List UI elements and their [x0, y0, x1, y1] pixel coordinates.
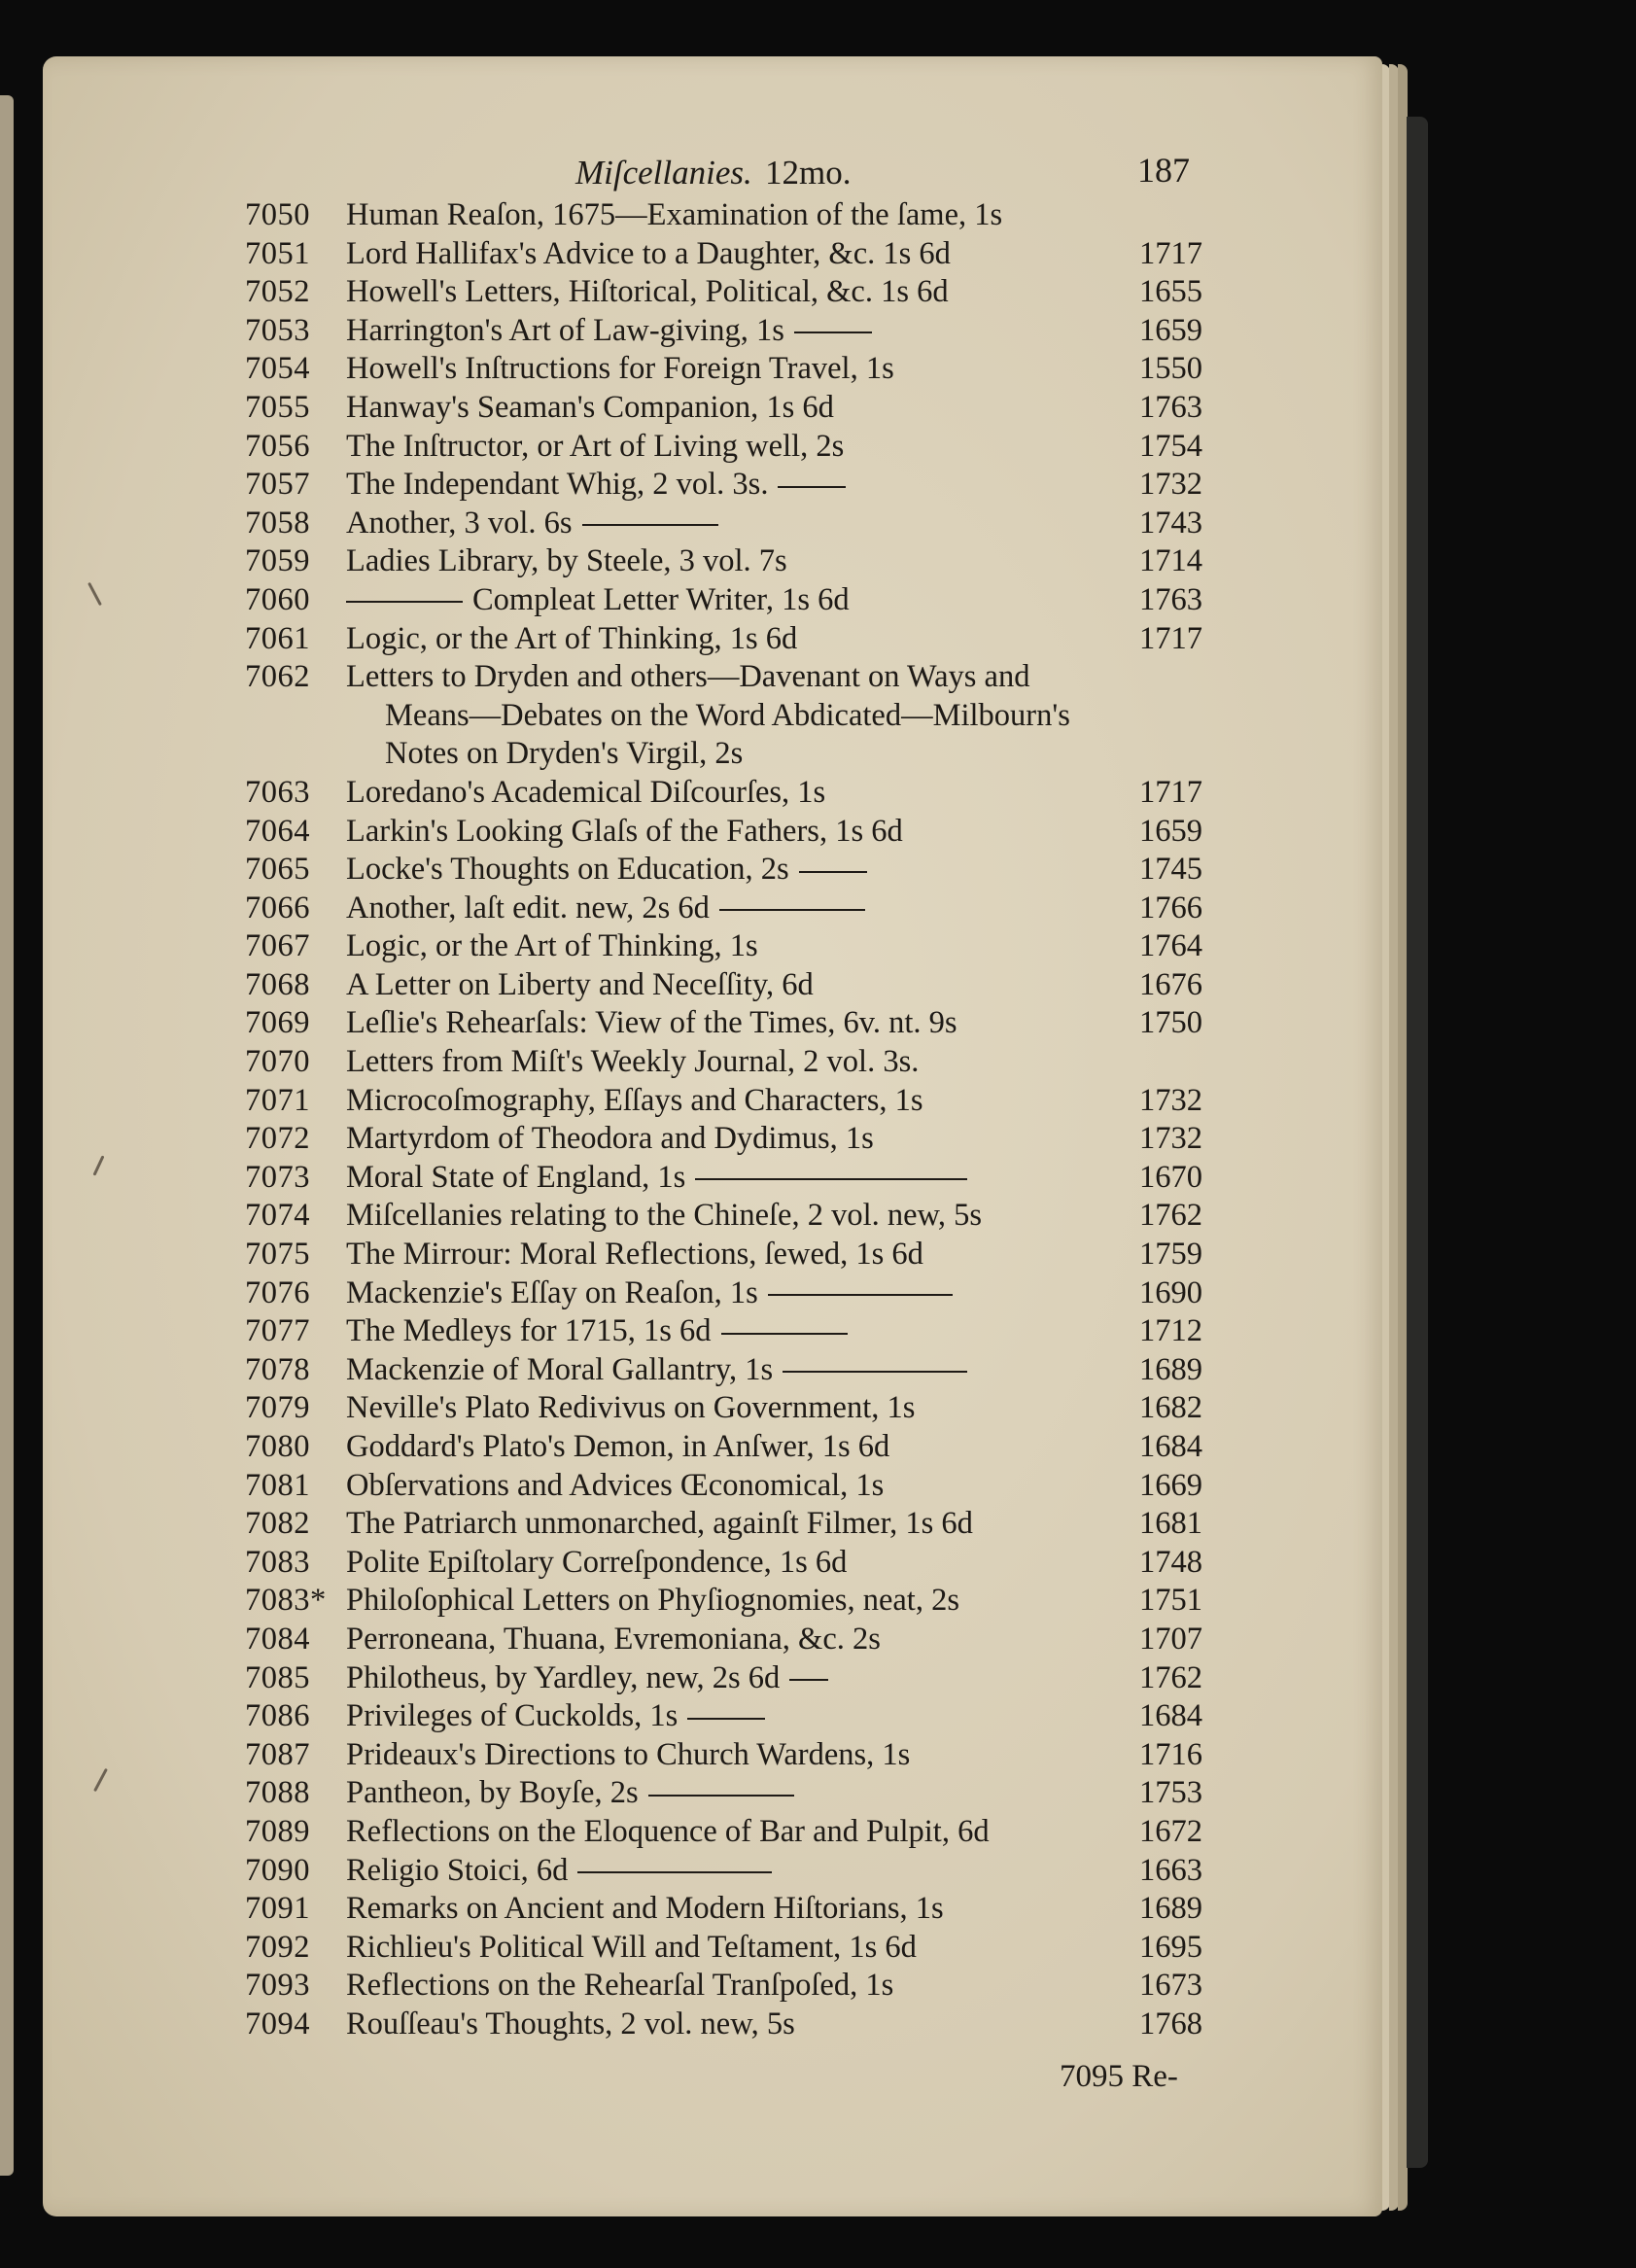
- entry-text: Reflections on the Eloquence of Bar and Pulpit, 6d: [346, 1813, 990, 1849]
- entry-number: 7069: [245, 1005, 310, 1041]
- leader-dash: [778, 486, 846, 488]
- catalogue-entry: [245, 1852, 1217, 1891]
- catalogue-entry: [245, 1890, 1217, 1929]
- catalogue-entry: [245, 697, 1217, 736]
- entry-title: [346, 1467, 1139, 1506]
- entry-year: 1676: [1139, 966, 1202, 1002]
- entry-title: [346, 1082, 1139, 1121]
- entry-text: Another, 3 vol. 6s: [346, 505, 573, 541]
- entry-number: 7061: [245, 620, 310, 656]
- entry-title: [346, 1505, 1139, 1544]
- entry-text: Pantheon, by Boyſe, 2s: [346, 1775, 639, 1811]
- entry-text: Notes on Dryden's Virgil, 2s: [385, 736, 744, 772]
- entry-title: [346, 851, 1139, 890]
- entry-year: 1669: [1139, 1467, 1202, 1503]
- entry-year: 1659: [1139, 813, 1202, 849]
- entry-text: Miſcellanies relating to the Chineſe, 2 vol. new, 5s: [346, 1198, 983, 1234]
- entry-text: The Medleys for 1715, 1s 6d: [346, 1313, 712, 1349]
- entry-year: 1672: [1139, 1813, 1202, 1849]
- entry-text: Howell's Letters, Hiſtorical, Political, &c. 1s 6d: [346, 274, 949, 310]
- entry-text: Logic, or the Art of Thinking, 1s 6d: [346, 620, 798, 656]
- catalogue-entry: [245, 735, 1217, 774]
- entry-number: 7086: [245, 1698, 310, 1734]
- entry-number: 7057: [245, 467, 310, 503]
- entry-title: [346, 1544, 1139, 1583]
- catalogue-entry: [245, 1274, 1217, 1313]
- catchword: 7095 Re-: [1060, 2059, 1178, 2094]
- leader-dash: [783, 1371, 967, 1373]
- catalogue-entry: [245, 1120, 1217, 1159]
- catalogue-entry: [245, 1774, 1217, 1813]
- catalogue-entry: [245, 927, 1217, 966]
- entry-title: [346, 428, 1139, 467]
- entry-number: 7051: [245, 235, 310, 271]
- entry-year: 1766: [1139, 890, 1202, 925]
- entry-text: The Inſtructor, or Art of Living well, 2s: [346, 428, 845, 464]
- entry-year: 1689: [1139, 1351, 1202, 1387]
- catalogue-entry: [245, 890, 1217, 928]
- entry-text: Microcoſmography, Eſſays and Characters, 1s: [346, 1082, 923, 1118]
- entry-title: [346, 389, 1139, 428]
- entry-title: [346, 1004, 1139, 1043]
- entry-number: 7083*: [245, 1583, 327, 1619]
- entry-title: [346, 1043, 1139, 1082]
- entry-text: Loredano's Academical Diſcourſes, 1s: [346, 774, 826, 810]
- catalogue-entry: [245, 658, 1217, 697]
- catalogue-entry: [245, 1505, 1217, 1544]
- entry-number: 7083: [245, 1544, 310, 1580]
- entry-title: [346, 1967, 1139, 2006]
- entry-year: 1764: [1139, 928, 1202, 964]
- entry-title: [346, 542, 1139, 581]
- entry-text: Compleat Letter Writer, 1s 6d: [472, 581, 850, 617]
- entry-number: 7055: [245, 389, 310, 425]
- entry-number: 7066: [245, 890, 310, 925]
- entry-number: 7089: [245, 1813, 310, 1849]
- entry-number: 7081: [245, 1467, 310, 1503]
- leader-dash: [687, 1718, 765, 1720]
- entry-title: [346, 581, 1139, 620]
- entry-number: 7050: [245, 197, 310, 232]
- entry-text: Religio Stoici, 6d: [346, 1852, 569, 1888]
- entry-title: [346, 890, 1139, 928]
- entry-text: Ladies Library, by Steele, 3 vol. 7s: [346, 543, 787, 579]
- format-label: 12mo.: [765, 154, 852, 192]
- catalogue-entry: [245, 273, 1217, 312]
- catalogue-entry: [245, 851, 1217, 890]
- entry-number: 7076: [245, 1274, 310, 1310]
- ink-mark: [93, 1768, 108, 1792]
- entry-number: 7088: [245, 1775, 310, 1811]
- catalogue-entry: [245, 1351, 1217, 1390]
- entry-number: 7091: [245, 1891, 310, 1927]
- entry-title: [346, 196, 1139, 235]
- entry-number: 7070: [245, 1044, 310, 1080]
- entry-title: [346, 1813, 1139, 1852]
- leader-dash: [799, 871, 867, 873]
- catalogue-entry: [245, 2006, 1217, 2044]
- catalogue-entry: [245, 350, 1217, 389]
- entry-text: The Patriarch unmonarched, againſt Filmer, 1s 6d: [346, 1506, 973, 1542]
- entry-year: 1716: [1139, 1736, 1202, 1772]
- catalogue-entry: [245, 1813, 1217, 1852]
- entry-year: 1732: [1139, 1082, 1202, 1118]
- entry-text: Neville's Plato Redivivus on Government, 1s: [346, 1390, 916, 1426]
- entry-year: 1732: [1139, 467, 1202, 503]
- entry-title: [346, 658, 1139, 697]
- catalogue-entry: [245, 1043, 1217, 1082]
- page-content: [245, 146, 1217, 2044]
- catalogue-entry: [245, 466, 1217, 505]
- entry-year: 1714: [1139, 543, 1202, 579]
- catalogue-entry: [245, 1467, 1217, 1506]
- entry-year: 1681: [1139, 1506, 1202, 1542]
- entry-number: 7077: [245, 1313, 310, 1349]
- entry-title: [346, 1274, 1139, 1313]
- entry-number: 7075: [245, 1237, 310, 1273]
- catalogue-list: [245, 196, 1217, 2044]
- entry-title: [346, 1890, 1139, 1929]
- leader-dash: [768, 1294, 953, 1296]
- catalogue-entry: [245, 1197, 1217, 1236]
- book-cover-edge: [1407, 117, 1428, 2168]
- entry-text: Obſervations and Advices Œconomical, 1s: [346, 1467, 885, 1503]
- catalogue-entry: [245, 389, 1217, 428]
- entry-text: Lord Hallifax's Advice to a Daughter, &c. 1s 6d: [346, 235, 951, 271]
- entry-text: A Letter on Liberty and Neceſſity, 6d: [346, 966, 814, 1002]
- entry-number: 7092: [245, 1929, 310, 1965]
- entry-title: [346, 1312, 1139, 1351]
- entry-text: Logic, or the Art of Thinking, 1s: [346, 928, 758, 964]
- entry-number: 7073: [245, 1159, 310, 1195]
- catalogue-entry: [245, 1967, 1217, 2006]
- entry-text: Polite Epiſtolary Correſpondence, 1s 6d: [346, 1544, 848, 1580]
- running-head: [245, 146, 1217, 196]
- entry-number: 7085: [245, 1659, 310, 1695]
- entry-number: 7071: [245, 1082, 310, 1118]
- entry-text: Mackenzie's Eſſay on Reaſon, 1s: [346, 1274, 758, 1310]
- entry-title: [346, 1120, 1139, 1159]
- entry-number: 7080: [245, 1429, 310, 1464]
- entry-number: 7087: [245, 1736, 310, 1772]
- entry-text: Philoſophical Letters on Phyſiognomies, neat, 2s: [346, 1583, 959, 1619]
- entry-number: 7082: [245, 1506, 310, 1542]
- entry-number: 7067: [245, 928, 310, 964]
- catalogue-entry: [245, 235, 1217, 274]
- entry-title: [346, 1852, 1139, 1891]
- entry-number: 7074: [245, 1198, 310, 1234]
- catalogue-entry: [245, 196, 1217, 235]
- entry-text: Goddard's Plato's Demon, in Anſwer, 1s 6d: [346, 1429, 890, 1464]
- catalogue-entry: [245, 428, 1217, 467]
- entry-number: 7056: [245, 428, 310, 464]
- entry-title: [346, 1621, 1139, 1659]
- entry-number: 7093: [245, 1968, 310, 2004]
- entry-title: [346, 350, 1139, 389]
- entry-year: 1670: [1139, 1159, 1202, 1195]
- entry-year: 1762: [1139, 1659, 1202, 1695]
- entry-title: [346, 966, 1139, 1005]
- entry-title: [346, 1197, 1139, 1236]
- entry-number: 7053: [245, 312, 310, 348]
- entry-year: 1750: [1139, 1005, 1202, 1041]
- catalogue-entry: [245, 1544, 1217, 1583]
- entry-year: 1759: [1139, 1237, 1202, 1273]
- entry-year: 1745: [1139, 852, 1202, 888]
- entry-year: 1748: [1139, 1544, 1202, 1580]
- entry-number: 7063: [245, 774, 310, 810]
- entry-year: 1763: [1139, 581, 1202, 617]
- entry-year: 1550: [1139, 351, 1202, 387]
- catalogue-entry: [245, 1082, 1217, 1121]
- entry-year: 1663: [1139, 1852, 1202, 1888]
- entry-title: [346, 813, 1139, 852]
- entry-text: Locke's Thoughts on Education, 2s: [346, 852, 789, 888]
- catalogue-entry: [245, 813, 1217, 852]
- entry-number: 7064: [245, 813, 310, 849]
- entry-text: Leſlie's Rehearſals: View of the Times, 6v. nt. 9s: [346, 1005, 957, 1041]
- entry-text: Howell's Inſtructions for Foreign Travel, 1s: [346, 351, 894, 387]
- entry-number: 7090: [245, 1852, 310, 1888]
- entry-number: 7052: [245, 274, 310, 310]
- entry-year: 1763: [1139, 389, 1202, 425]
- entry-number: 7072: [245, 1121, 310, 1157]
- entry-title: [346, 1159, 1139, 1198]
- entry-number: 7058: [245, 505, 310, 541]
- entry-title: [346, 1736, 1139, 1775]
- catalogue-entry: [245, 1389, 1217, 1428]
- entry-text: Larkin's Looking Glaſs of the Fathers, 1s 6d: [346, 813, 903, 849]
- leader-dash: [794, 331, 872, 333]
- entry-number: 7094: [245, 2006, 310, 2041]
- entry-year: 1717: [1139, 235, 1202, 271]
- entry-title: [346, 505, 1139, 543]
- entry-title: [346, 774, 1139, 813]
- page-number: 187: [1137, 151, 1190, 190]
- entry-text: Privileges of Cuckolds, 1s: [346, 1698, 679, 1734]
- leader-dash: [648, 1795, 794, 1797]
- entry-year: 1690: [1139, 1274, 1202, 1310]
- catalogue-entry: [245, 581, 1217, 620]
- entry-year: 1743: [1139, 505, 1202, 541]
- entry-title: [346, 235, 1139, 274]
- entry-text: Letters to Dryden and others—Davenant on Ways and: [346, 659, 1030, 695]
- entry-text: Perroneana, Thuana, Evremoniana, &c. 2s: [346, 1621, 881, 1657]
- catalogue-entry: [245, 312, 1217, 351]
- leader-dash: [721, 1333, 848, 1335]
- entry-text: Rouſſeau's Thoughts, 2 vol. new, 5s: [346, 2006, 795, 2041]
- entry-year: 1768: [1139, 2006, 1202, 2041]
- entry-title: [346, 1774, 1139, 1813]
- entry-year: 1682: [1139, 1390, 1202, 1426]
- entry-number: 7065: [245, 852, 310, 888]
- leader-dash: [582, 524, 718, 526]
- leader-dash: [719, 909, 865, 911]
- entry-text: Moral State of England, 1s: [346, 1159, 686, 1195]
- entry-year: 1684: [1139, 1429, 1202, 1464]
- entry-text: Martyrdom of Theodora and Dydimus, 1s: [346, 1121, 874, 1157]
- entry-text: Letters from Miſt's Weekly Journal, 2 vol. 3s.: [346, 1044, 920, 1080]
- entry-title: [346, 1389, 1139, 1428]
- entry-text: The Independant Whig, 2 vol. 3s.: [346, 467, 769, 503]
- catalogue-entry: [245, 1312, 1217, 1351]
- catalogue-entry: [245, 542, 1217, 581]
- catalogue-entry: [245, 1582, 1217, 1621]
- entry-number: 7062: [245, 659, 310, 695]
- catalogue-entry: [245, 1236, 1217, 1274]
- entry-year: 1673: [1139, 1968, 1202, 2004]
- entry-year: 1659: [1139, 312, 1202, 348]
- leader-dash: [789, 1679, 828, 1681]
- catalogue-entry: [245, 1659, 1217, 1698]
- entry-title: [346, 273, 1139, 312]
- entry-year: 1655: [1139, 274, 1202, 310]
- entry-number: 7079: [245, 1390, 310, 1426]
- catalogue-entry: [245, 505, 1217, 543]
- entry-title: [346, 1929, 1139, 1968]
- entry-number: 7084: [245, 1621, 310, 1657]
- entry-text: Another, laſt edit. new, 2s 6d: [346, 890, 710, 925]
- entry-title: [346, 1697, 1139, 1736]
- entry-text: Harrington's Art of Law-giving, 1s: [346, 312, 784, 348]
- entry-title: [346, 466, 1139, 505]
- ink-mark: [87, 582, 102, 606]
- entry-title: [346, 1659, 1139, 1698]
- entry-year: 1707: [1139, 1621, 1202, 1657]
- catalogue-entry: [245, 1004, 1217, 1043]
- entry-year: 1762: [1139, 1198, 1202, 1234]
- ink-mark: [92, 1155, 104, 1175]
- entry-number: 7078: [245, 1351, 310, 1387]
- entry-year: 1689: [1139, 1891, 1202, 1927]
- entry-year: 1751: [1139, 1583, 1202, 1619]
- catalogue-entry: [245, 1736, 1217, 1775]
- entry-number: 7059: [245, 543, 310, 579]
- entry-title: [346, 1236, 1139, 1274]
- entry-year: 1753: [1139, 1775, 1202, 1811]
- section-title: Miſcellanies.: [575, 154, 752, 192]
- entry-text: Remarks on Ancient and Modern Hiſtorians, 1s: [346, 1891, 944, 1927]
- entry-text: Mackenzie of Moral Gallantry, 1s: [346, 1351, 774, 1387]
- entry-text: Hanway's Seaman's Companion, 1s 6d: [346, 389, 834, 425]
- entry-text: Reflections on the Rehearſal Tranſpoſed, 1s: [346, 1968, 894, 2004]
- entry-year: 1684: [1139, 1698, 1202, 1734]
- catalogue-entry: [245, 1159, 1217, 1198]
- catalogue-entry: [245, 620, 1217, 659]
- catalogue-entry: [245, 774, 1217, 813]
- entry-text: Richlieu's Political Will and Teſtament, 1s 6d: [346, 1929, 917, 1965]
- ditto-dash: [346, 601, 463, 603]
- entry-title: [346, 1582, 1139, 1621]
- catalogue-entry: [245, 966, 1217, 1005]
- entry-year: 1695: [1139, 1929, 1202, 1965]
- entry-title: [346, 697, 1139, 736]
- entry-text: Human Reaſon, 1675—Examination of the ſame, 1s: [346, 197, 1003, 232]
- entry-number: 7054: [245, 351, 310, 387]
- entry-year: 1717: [1139, 620, 1202, 656]
- catalogue-entry: [245, 1428, 1217, 1467]
- entry-title: [346, 620, 1139, 659]
- catalogue-entry: [245, 1697, 1217, 1736]
- entry-year: 1717: [1139, 774, 1202, 810]
- entry-title: [346, 2006, 1139, 2044]
- entry-title: [346, 1428, 1139, 1467]
- entry-title: [346, 312, 1139, 351]
- entry-year: 1712: [1139, 1313, 1202, 1349]
- entry-number: 7068: [245, 966, 310, 1002]
- entry-text: Prideaux's Directions to Church Wardens, 1s: [346, 1736, 911, 1772]
- leader-dash: [695, 1178, 967, 1180]
- entry-title: [346, 735, 1139, 774]
- entry-number: 7060: [245, 581, 310, 617]
- adjacent-page-edge: [0, 95, 14, 2176]
- catalogue-entry: [245, 1929, 1217, 1968]
- entry-title: [346, 1351, 1139, 1390]
- entry-year: 1732: [1139, 1121, 1202, 1157]
- entry-title: [346, 927, 1139, 966]
- entry-year: 1754: [1139, 428, 1202, 464]
- entry-text: Means—Debates on the Word Abdicated—Milbourn's: [385, 697, 1070, 733]
- entry-text: The Mirrour: Moral Reflections, ſewed, 1s 6d: [346, 1237, 923, 1273]
- catalogue-entry: [245, 1621, 1217, 1659]
- entry-text: Philotheus, by Yardley, new, 2s 6d: [346, 1659, 781, 1695]
- leader-dash: [577, 1871, 772, 1873]
